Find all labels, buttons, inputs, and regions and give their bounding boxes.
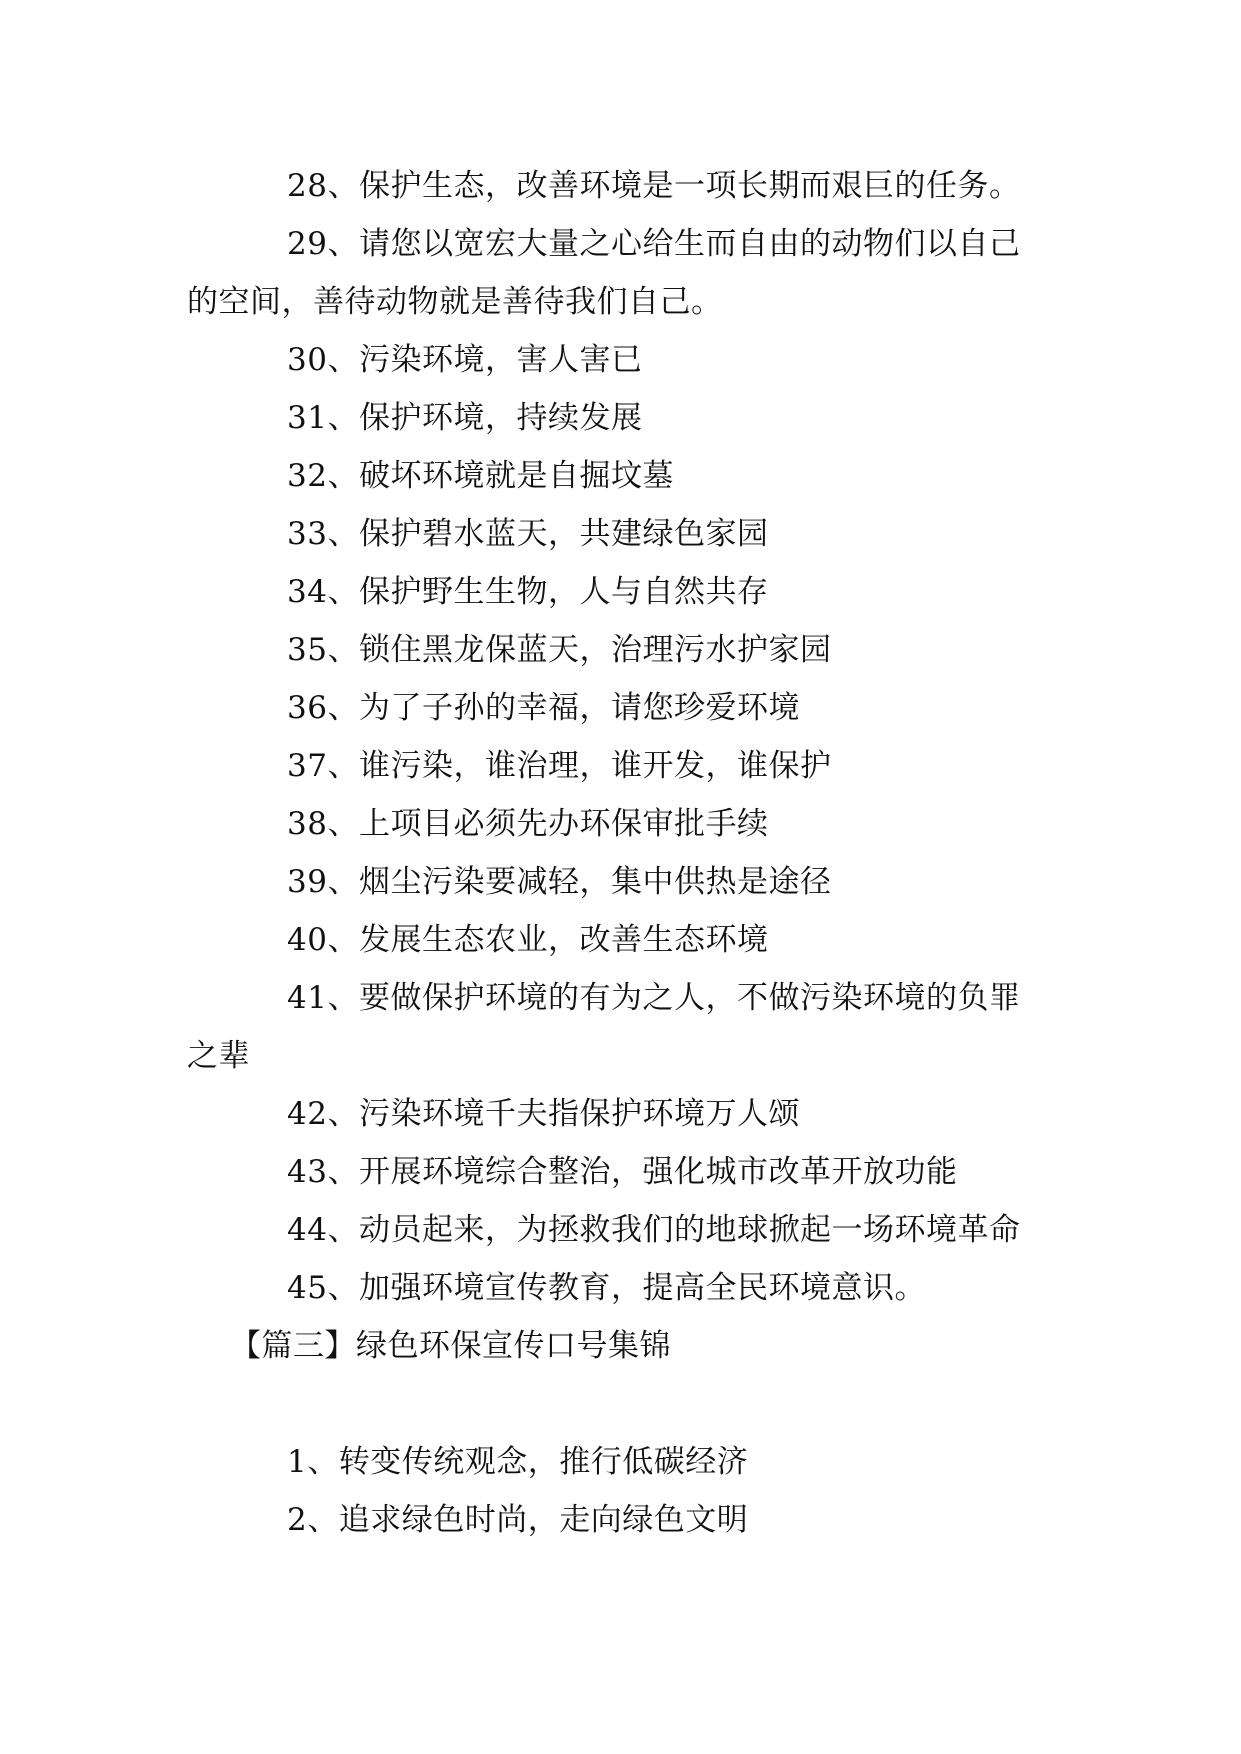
slogan-28: 28、保护生态，改善环境是一项长期而艰巨的任务。 [287, 168, 1021, 204]
slogan-32: 32、破坏环境就是自掘坟墓 [287, 458, 674, 494]
slogan-29-continued: 的空间，善待动物就是善待我们自己。 [187, 284, 723, 320]
slogan-31: 31、保护环境，持续发展 [287, 400, 643, 436]
slogan-42: 42、污染环境千夫指保护环境万人颂 [287, 1096, 800, 1132]
slogan-2: 2、追求绿色时尚，走向绿色文明 [287, 1502, 749, 1538]
slogan-33: 33、保护碧水蓝天，共建绿色家园 [287, 516, 769, 552]
slogan-43: 43、开展环境综合整治，强化城市改革开放功能 [287, 1154, 958, 1190]
slogan-44: 44、动员起来，为拯救我们的地球掀起一场环境革命 [287, 1212, 1021, 1248]
section-heading: 【篇三】绿色环保宣传口号集锦 [230, 1328, 671, 1364]
slogan-30: 30、污染环境，害人害已 [287, 342, 643, 378]
slogan-45: 45、加强环境宣传教育，提高全民环境意识。 [287, 1270, 926, 1306]
slogan-1: 1、转变传统观念，推行低碳经济 [287, 1444, 749, 1480]
slogan-36: 36、为了子孙的幸福，请您珍爱环境 [287, 690, 800, 726]
slogan-38: 38、上项目必须先办环保审批手续 [287, 806, 769, 842]
slogan-29: 29、请您以宽宏大量之心给生而自由的动物们以自己 [287, 226, 1021, 262]
slogan-34: 34、保护野生生物，人与自然共存 [287, 574, 769, 610]
slogan-35: 35、锁住黑龙保蓝天，治理污水护家园 [287, 632, 832, 668]
slogan-41-continued: 之辈 [187, 1038, 250, 1074]
slogan-41: 41、要做保护环境的有为之人，不做污染环境的负罪 [287, 980, 1021, 1016]
slogan-40: 40、发展生态农业，改善生态环境 [287, 922, 769, 958]
slogan-37: 37、谁污染，谁治理，谁开发，谁保护 [287, 748, 832, 784]
slogan-39: 39、烟尘污染要减轻，集中供热是途径 [287, 864, 832, 900]
